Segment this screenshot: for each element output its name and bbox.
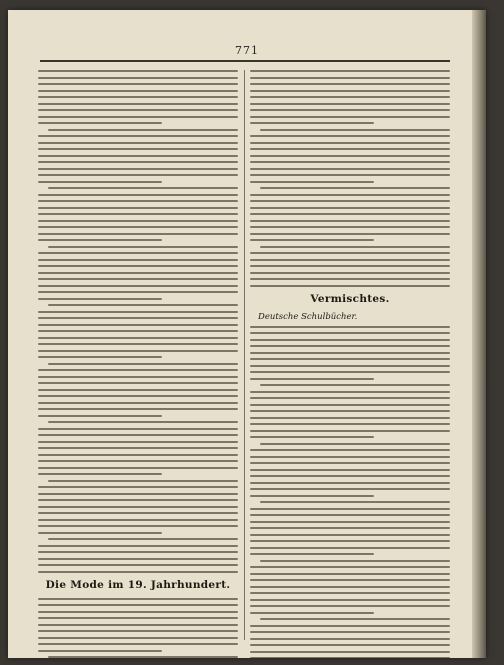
text-line <box>38 226 238 228</box>
text-line <box>38 168 238 170</box>
text-line <box>38 83 238 85</box>
text-line <box>250 155 450 157</box>
text-line <box>260 501 450 503</box>
text-line <box>250 410 450 412</box>
text-line <box>38 434 238 436</box>
text-line <box>38 551 238 553</box>
right-column <box>250 70 450 640</box>
text-line <box>250 521 450 523</box>
text-line <box>250 657 450 658</box>
text-line <box>38 473 162 475</box>
text-line <box>250 586 450 588</box>
text-line <box>38 70 238 72</box>
text-line <box>38 116 238 118</box>
text-line <box>260 384 450 386</box>
text-line <box>250 462 450 464</box>
text-line <box>250 644 450 646</box>
text-line <box>38 545 238 547</box>
text-line <box>38 428 238 430</box>
text-line <box>38 637 238 639</box>
text-line <box>38 486 238 488</box>
text-line <box>38 239 162 241</box>
text-line <box>250 207 450 209</box>
text-line <box>250 339 450 341</box>
text-line <box>38 298 162 300</box>
text-line <box>250 365 450 367</box>
text-line <box>250 135 450 137</box>
right-column-upper-text <box>250 70 450 287</box>
text-line <box>38 337 238 339</box>
text-line <box>250 352 450 354</box>
text-line <box>38 174 238 176</box>
text-line <box>250 469 450 471</box>
text-line <box>250 332 450 334</box>
text-line <box>250 200 450 202</box>
left-column-lower-text <box>38 598 238 659</box>
text-line <box>38 506 238 508</box>
text-line <box>250 430 450 432</box>
text-line <box>48 304 238 306</box>
text-line <box>250 625 450 627</box>
text-line <box>38 278 238 280</box>
text-line <box>38 624 238 626</box>
text-line <box>260 560 450 562</box>
text-line <box>38 311 238 313</box>
text-line <box>250 358 450 360</box>
column-divider <box>244 70 245 640</box>
text-line <box>250 540 450 542</box>
text-line <box>38 350 238 352</box>
header-rule <box>40 60 450 62</box>
text-line <box>38 519 238 521</box>
text-line <box>38 415 162 417</box>
text-line <box>38 109 238 111</box>
text-line <box>48 480 238 482</box>
text-line <box>38 525 238 527</box>
text-line <box>250 391 450 393</box>
text-line <box>250 599 450 601</box>
text-line <box>250 605 450 607</box>
text-line <box>38 155 238 157</box>
text-line <box>38 252 238 254</box>
text-line <box>250 103 450 105</box>
text-line <box>48 656 238 658</box>
right-column-lower-text <box>250 326 450 659</box>
text-line <box>38 611 238 613</box>
text-line <box>38 447 238 449</box>
section-heading-fashion: Die Mode im 19. Jahrhundert. <box>45 578 231 591</box>
text-line <box>250 174 450 176</box>
text-line <box>38 285 238 287</box>
text-line <box>38 499 238 501</box>
text-line <box>38 493 238 495</box>
text-line <box>38 194 238 196</box>
text-line <box>250 651 450 653</box>
text-line <box>38 96 238 98</box>
text-line <box>38 207 238 209</box>
page-number: 771 <box>235 44 259 57</box>
text-line <box>38 291 238 293</box>
text-line <box>38 142 238 144</box>
text-line <box>250 213 450 215</box>
text-line <box>250 397 450 399</box>
text-line <box>250 109 450 111</box>
text-line <box>250 285 450 287</box>
text-line <box>38 90 238 92</box>
text-line <box>250 508 450 510</box>
newspaper-page <box>8 10 486 658</box>
text-line <box>250 194 450 196</box>
text-line <box>250 423 450 425</box>
text-line <box>250 116 450 118</box>
text-line <box>250 83 450 85</box>
text-line <box>38 460 238 462</box>
text-line <box>38 617 238 619</box>
text-line <box>250 612 374 614</box>
entry-label-schoolbooks: Deutsche Schulbücher. <box>258 311 358 322</box>
text-line <box>38 512 238 514</box>
text-line <box>250 220 450 222</box>
text-line <box>260 246 450 248</box>
text-line <box>250 226 450 228</box>
text-line <box>260 618 450 620</box>
text-line <box>250 378 374 380</box>
text-line <box>38 467 238 469</box>
text-line <box>48 187 238 189</box>
text-line <box>38 233 238 235</box>
text-line <box>250 122 374 124</box>
text-line <box>38 103 238 105</box>
text-line <box>250 265 450 267</box>
text-line <box>250 272 450 274</box>
text-line <box>38 643 238 645</box>
text-line <box>260 187 450 189</box>
text-line <box>250 631 450 633</box>
text-line <box>38 135 238 137</box>
text-line <box>250 326 450 328</box>
left-column <box>38 70 238 640</box>
text-line <box>250 495 374 497</box>
text-line <box>250 161 450 163</box>
text-line <box>250 239 374 241</box>
text-line <box>250 259 450 261</box>
text-line <box>38 356 162 358</box>
text-line <box>38 161 238 163</box>
text-line <box>38 265 238 267</box>
text-line <box>38 650 162 652</box>
text-line <box>38 122 162 124</box>
text-line <box>250 566 450 568</box>
left-column-upper-text <box>38 70 238 573</box>
text-line <box>38 604 238 606</box>
text-line <box>250 371 450 373</box>
text-line <box>38 532 162 534</box>
text-line <box>250 475 450 477</box>
text-line <box>250 449 450 451</box>
text-line <box>250 488 450 490</box>
section-heading-miscellaneous: Vermischtes. <box>310 292 390 305</box>
text-line <box>38 259 238 261</box>
text-line <box>250 278 450 280</box>
text-line <box>38 77 238 79</box>
text-line <box>250 148 450 150</box>
text-line <box>250 527 450 529</box>
text-line <box>250 638 450 640</box>
text-line <box>250 553 374 555</box>
text-line <box>38 382 238 384</box>
text-line <box>250 436 374 438</box>
text-line <box>38 389 238 391</box>
text-line <box>48 421 238 423</box>
text-line <box>250 168 450 170</box>
text-line <box>38 369 238 371</box>
text-line <box>38 558 238 560</box>
text-line <box>38 395 238 397</box>
text-line <box>38 441 238 443</box>
text-line <box>38 343 238 345</box>
text-line <box>250 90 450 92</box>
text-line <box>250 573 450 575</box>
text-line <box>38 571 238 573</box>
text-line <box>38 148 238 150</box>
text-line <box>250 233 450 235</box>
text-line <box>38 181 162 183</box>
text-line <box>260 129 450 131</box>
text-line <box>260 443 450 445</box>
text-line <box>250 252 450 254</box>
text-line <box>38 402 238 404</box>
text-line <box>38 598 238 600</box>
text-line <box>38 200 238 202</box>
text-line <box>250 96 450 98</box>
text-line <box>48 129 238 131</box>
text-line <box>48 538 238 540</box>
text-line <box>250 142 450 144</box>
text-line <box>48 246 238 248</box>
text-line <box>38 408 238 410</box>
text-line <box>38 330 238 332</box>
text-line <box>38 376 238 378</box>
text-line <box>38 272 238 274</box>
text-line <box>250 345 450 347</box>
book-binding-edge <box>472 10 486 658</box>
text-line <box>250 456 450 458</box>
text-line <box>250 579 450 581</box>
text-line <box>250 77 450 79</box>
text-line <box>250 547 450 549</box>
text-line <box>38 317 238 319</box>
text-line <box>250 181 374 183</box>
text-line <box>250 534 450 536</box>
text-line <box>38 220 238 222</box>
text-line <box>250 417 450 419</box>
text-line <box>38 454 238 456</box>
text-line <box>48 363 238 365</box>
text-line <box>250 592 450 594</box>
text-line <box>250 514 450 516</box>
text-line <box>38 630 238 632</box>
text-line <box>250 482 450 484</box>
text-line <box>38 213 238 215</box>
text-line <box>38 564 238 566</box>
text-line <box>38 324 238 326</box>
text-line <box>250 404 450 406</box>
text-line <box>250 70 450 72</box>
